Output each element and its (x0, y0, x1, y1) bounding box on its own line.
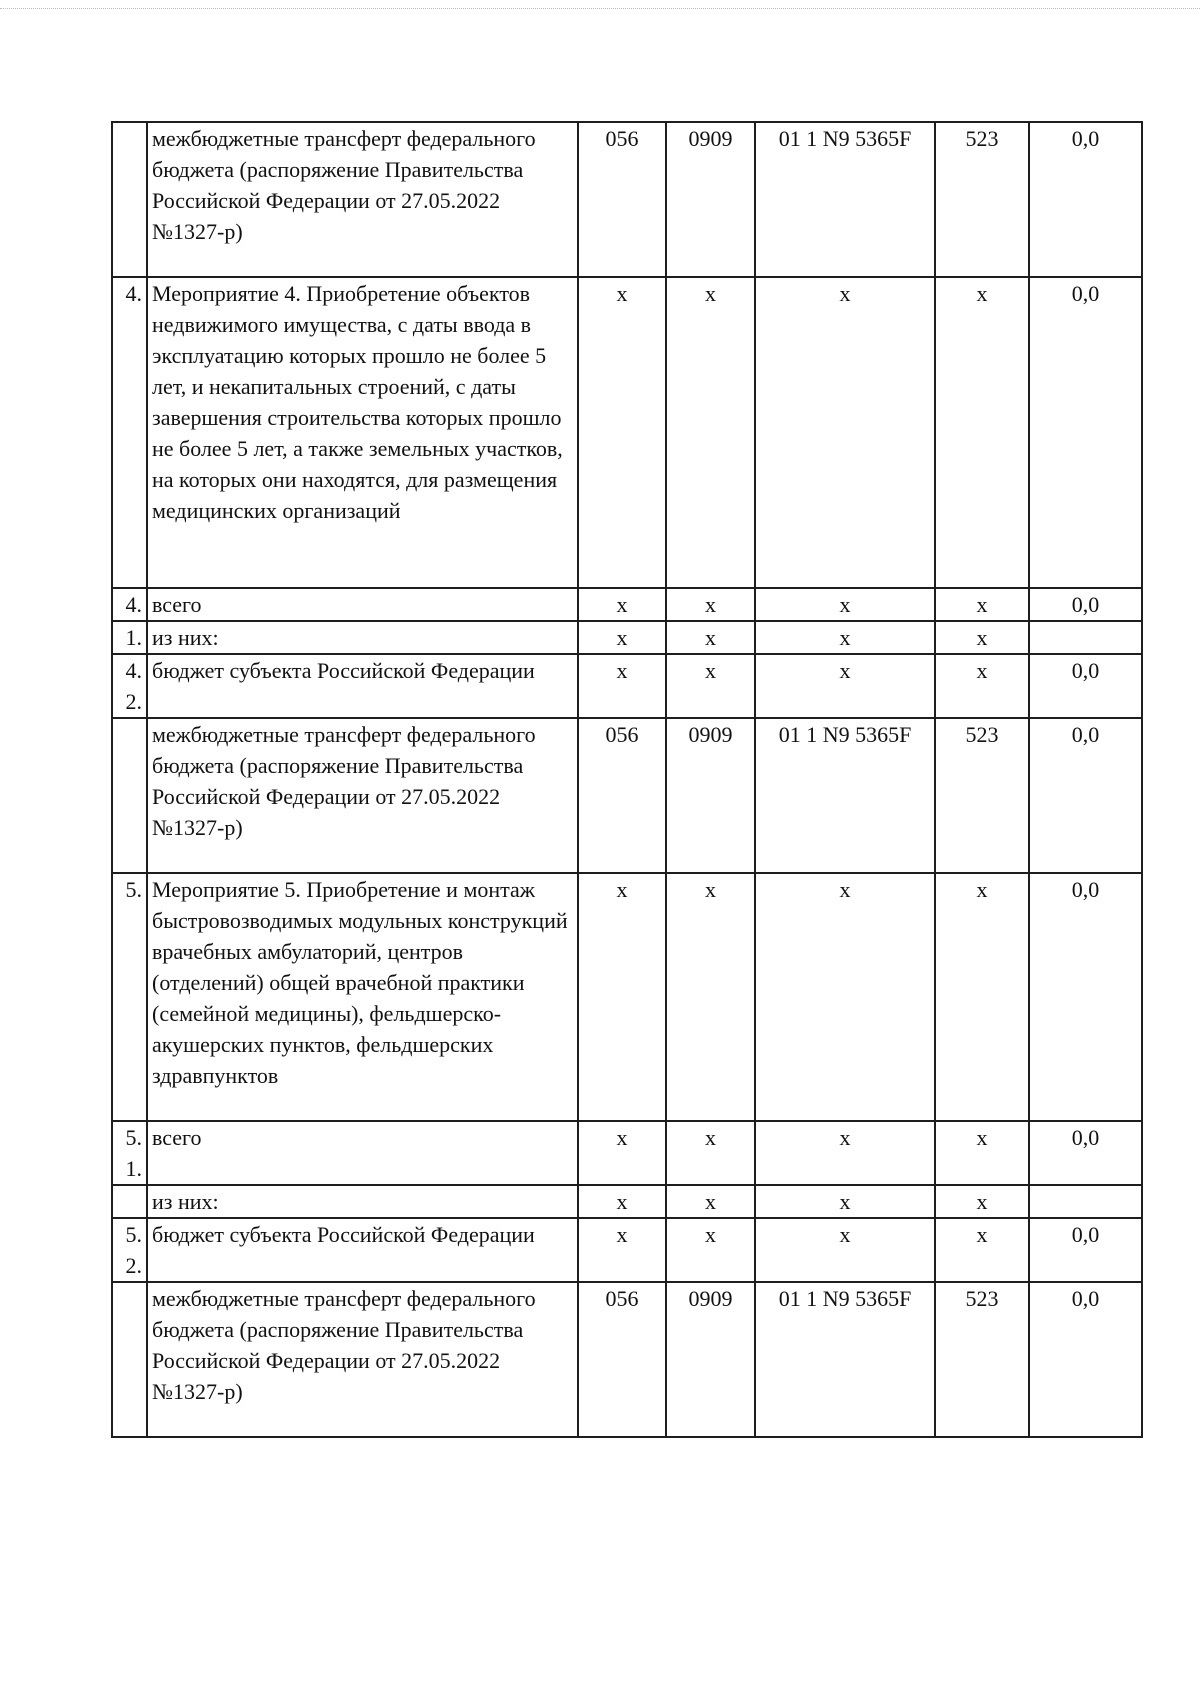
col-expense-type: 523 (935, 1282, 1029, 1437)
col-section: x (666, 654, 755, 718)
table-row (112, 588, 1142, 621)
col-target-article: 01 1 N9 5365F (755, 1282, 935, 1437)
col-section: x (666, 1218, 755, 1282)
row-description: бюджет субъекта Российской Федерации (147, 1218, 578, 1282)
row-number-cell: 5. 2. (112, 1218, 147, 1282)
scan-edge-line (0, 8, 1200, 9)
col-target-article: 01 1 N9 5365F (755, 718, 935, 873)
row-description: всего (147, 1121, 578, 1185)
table-row (112, 621, 1142, 654)
col-target-article: x (755, 873, 935, 1121)
table-row (112, 1218, 1142, 1282)
col-amount (1029, 1185, 1142, 1218)
table-row (112, 873, 1142, 1121)
col-expense-type: x (935, 873, 1029, 1121)
col-amount: 0,0 (1029, 122, 1142, 277)
row-number-cell: 5. (112, 873, 147, 1121)
row-number-cell: 4. 2. (112, 654, 147, 718)
col-section: x (666, 621, 755, 654)
col-section: 0909 (666, 718, 755, 873)
col-section: 0909 (666, 122, 755, 277)
row-number-cell: 5. 1. (112, 1121, 147, 1185)
row-number-cell (112, 1282, 147, 1437)
col-amount: 0,0 (1029, 588, 1142, 621)
col-grbs: 056 (578, 718, 666, 873)
col-target-article: x (755, 621, 935, 654)
col-expense-type: x (935, 1185, 1029, 1218)
col-amount: 0,0 (1029, 873, 1142, 1121)
col-amount: 0,0 (1029, 718, 1142, 873)
row-description: из них: (147, 621, 578, 654)
row-description: всего (147, 588, 578, 621)
col-grbs: x (578, 1218, 666, 1282)
col-section: x (666, 1185, 755, 1218)
col-amount: 0,0 (1029, 1121, 1142, 1185)
col-grbs: x (578, 1121, 666, 1185)
table-row (112, 277, 1142, 588)
col-amount: 0,0 (1029, 1218, 1142, 1282)
col-expense-type: x (935, 588, 1029, 621)
col-expense-type: x (935, 654, 1029, 718)
col-section: x (666, 588, 755, 621)
row-number-cell: 1. (112, 621, 147, 654)
col-amount: 0,0 (1029, 654, 1142, 718)
col-section: x (666, 277, 755, 588)
row-description: из них: (147, 1185, 578, 1218)
col-grbs: 056 (578, 122, 666, 277)
col-expense-type: x (935, 1121, 1029, 1185)
col-expense-type: 523 (935, 122, 1029, 277)
row-description: Мероприятие 5. Приобретение и монтаж быстровозводимых модульных конструкций врачебных амбулаторий, центров (отделений) общей врачебной практики (семейной медицины), фельдшерско-акушерских пунктов, фельдшерских здравпунктов (147, 873, 578, 1121)
col-grbs: 056 (578, 1282, 666, 1437)
col-target-article: x (755, 654, 935, 718)
table-row (112, 718, 1142, 873)
row-number-cell: 4. (112, 588, 147, 621)
row-description: бюджет субъекта Российской Федерации (147, 654, 578, 718)
col-amount (1029, 621, 1142, 654)
col-grbs: x (578, 277, 666, 588)
col-expense-type: 523 (935, 718, 1029, 873)
row-number-cell (112, 1185, 147, 1218)
col-section: x (666, 873, 755, 1121)
col-grbs: x (578, 1185, 666, 1218)
budget-table (111, 121, 1143, 1438)
col-grbs: x (578, 654, 666, 718)
table-row (112, 1282, 1142, 1437)
col-target-article: x (755, 1121, 935, 1185)
col-target-article: x (755, 1185, 935, 1218)
col-expense-type: x (935, 277, 1029, 588)
row-description: межбюджетные трансферт федерального бюджета (распоряжение Правительства Российской Федерации от 27.05.2022 №1327-р) (147, 718, 578, 873)
col-grbs: x (578, 621, 666, 654)
row-description: Мероприятие 4. Приобретение объектов недвижимого имущества, с даты ввода в эксплуатацию которых прошло не более 5 лет, и некапитальных строений, с даты завершения строительства которых прошло не более 5 лет, а также земельных участков, на которых они находятся, для размещения медицинских организаций (147, 277, 578, 588)
col-amount: 0,0 (1029, 277, 1142, 588)
table-row (112, 122, 1142, 277)
col-amount: 0,0 (1029, 1282, 1142, 1437)
row-number-cell: 4. (112, 277, 147, 588)
table-row (112, 1185, 1142, 1218)
col-grbs: x (578, 588, 666, 621)
col-target-article: 01 1 N9 5365F (755, 122, 935, 277)
col-target-article: x (755, 588, 935, 621)
table-row (112, 1121, 1142, 1185)
col-target-article: x (755, 277, 935, 588)
col-section: 0909 (666, 1282, 755, 1437)
col-target-article: x (755, 1218, 935, 1282)
col-grbs: x (578, 873, 666, 1121)
row-number-cell (112, 718, 147, 873)
row-description: межбюджетные трансферт федерального бюджета (распоряжение Правительства Российской Федерации от 27.05.2022 №1327-р) (147, 122, 578, 277)
col-section: x (666, 1121, 755, 1185)
table-row (112, 654, 1142, 718)
col-expense-type: x (935, 1218, 1029, 1282)
row-description: межбюджетные трансферт федерального бюджета (распоряжение Правительства Российской Федерации от 27.05.2022 №1327-р) (147, 1282, 578, 1437)
row-number-cell (112, 122, 147, 277)
col-expense-type: x (935, 621, 1029, 654)
